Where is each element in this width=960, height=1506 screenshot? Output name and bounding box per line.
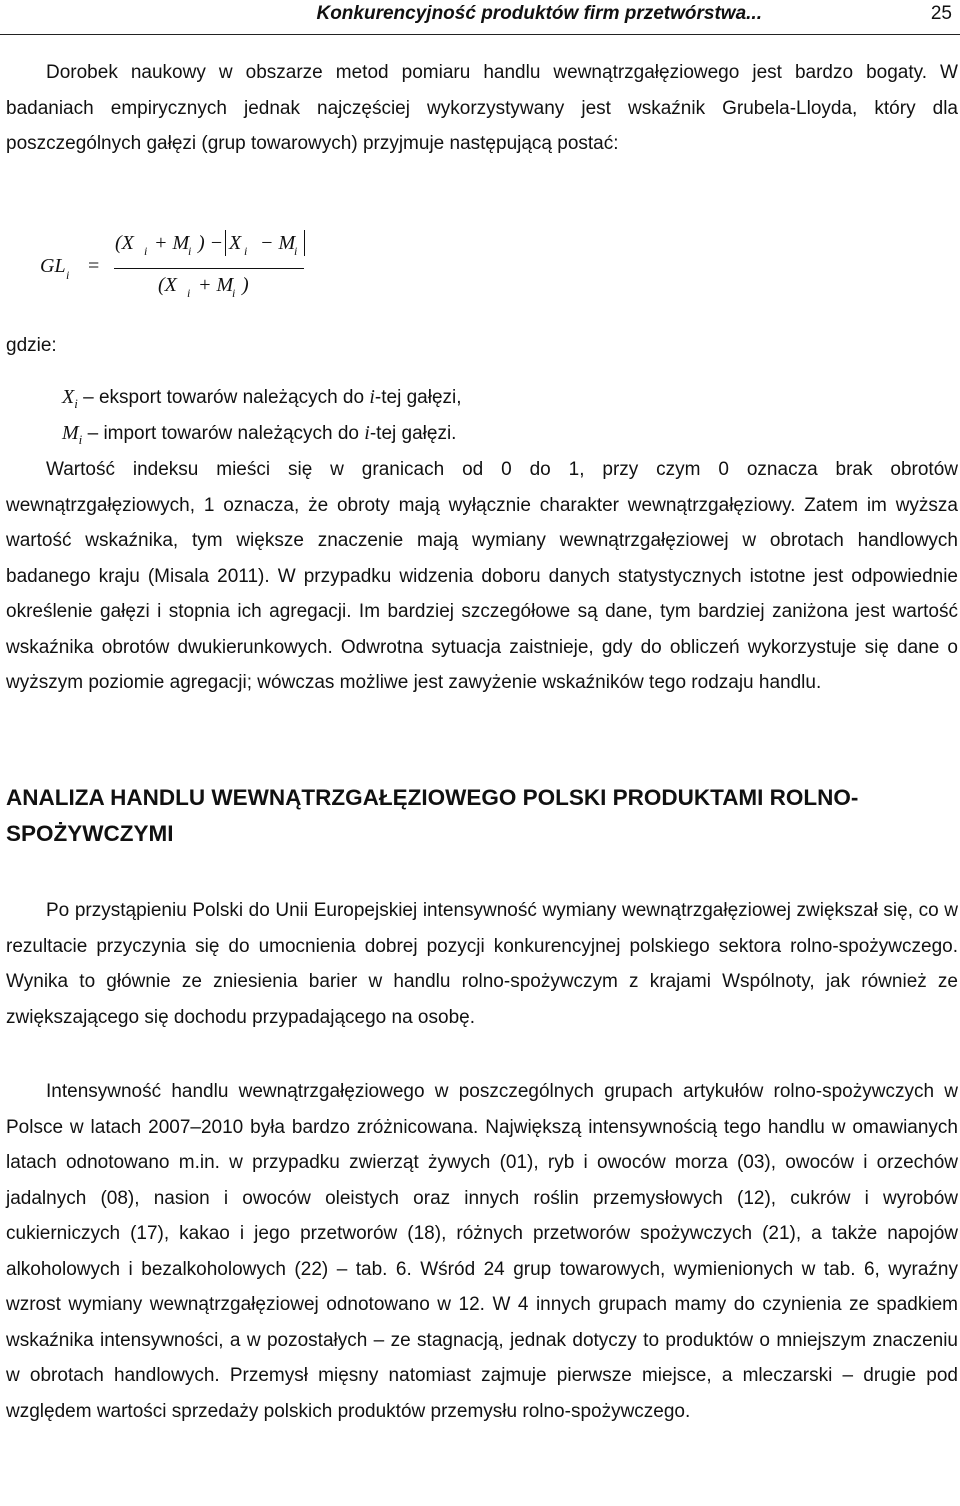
numerator-abs-minus-m: − M [260,232,296,254]
formula-equals: = [88,255,100,277]
grubel-lloyd-formula [40,232,320,302]
definition-dash: – [83,387,94,408]
numerator-sub-3: i [244,244,248,258]
definition-symbol: M [62,422,79,444]
section-heading: ANALIZA HANDLU WEWNĄTRZGAŁĘZIOWEGO POLSKI PRODUKTAMI ROLNO-SPOŻYWCZYMI [6,785,859,846]
definition-symbol: X [62,386,75,408]
formula-lhs: GL [40,255,66,277]
definition-dash: – [87,423,99,444]
paragraph-intensity: Intensywność handlu wewnątrzgałęziowego w poszczególnych grupach artykułów rolno-spożywczych w Polsce w latach 2007–2010 była bardzo zróżnicowana. Największą intensywnością tego handlu w omawianych latach odnotowano m.in. w przypadku zwierząt żywych (01), ryb i owoców morza (03), owoców i orzechów jadalnych (08), nasion i owoców oleistych oraz innych roślin przemysłowych (12), cukrów i wyrobów cukierniczych (17), kakao i jego przetworów (18), różnych przetworów spożywczych (21), a także napojów alkoholowych i bezalkoholowych (22) – tab. 6. Wśród 24 grup towarowych, wymienionych w tab. 6, wyraźny wzrost wymiany wewnątrzgałęziowej odnotowano w 12. W 4 innych grupach mamy do czynienia ze spadkiem wskaźnika intensywności, a w pozostałych – ze stagnacją, jednak dotyczy to produktów o mniejszym znaczeniu w obrotach handlowych. Przemysł mięsny natomiast zajmuje pierwsze miejsce, a mleczarski – drugie pod względem wartości sprzedaży polskich produktów przemysłu rolno-spożywczego. [6,1081,958,1422]
denominator-sub-2: i [232,286,236,300]
abs-bar-left [225,230,226,256]
definition-symbol-sub: i [78,431,83,447]
definition-text: import towarów należących do [103,423,365,444]
denominator-close: ) [242,274,249,296]
fraction-bar [114,268,304,269]
numerator-open-x: (X [115,232,134,254]
denominator-sub-1: i [187,286,191,300]
definition-text-end: -tej gałęzi, [374,387,462,408]
definition-import [62,416,456,457]
running-title: Konkurencyjność produktów firm przetwórstwa... [316,3,762,24]
definition-italic-i: i [364,422,370,444]
paragraph-accession: Po przystąpieniu Polski do Unii Europejskiej intensywność wymiany wewnątrzgałęziowej zwiększał się, co w rezultacie przyczynia się do umocnienia dobrej pozycji konkurencyjnej polskiego sektora rolno-spożywczego. Wynika to głównie ze zniesienia barier w handlu rolno-spożywczym z krajami Wspólnoty, jak również ze zwiększającego się dochodu przypadającego na osobę. [6,900,958,1028]
paragraph-index-description: Wartość indeksu mieści się w granicach od 0 do 1, przy czym 0 oznacza brak obrotów wewnątrzgałęziowych, 1 oznacza, że obroty mają wyłącznie charakter wewnątrzgałęziowy. Zatem im wyższa wartość wskaźnika, tym większe znaczenie mają wymiany wewnątrzgałęziowej w obrotach handlowych badanego kraju (Misala 2011). W przypadku widzenia doboru danych statystycznych istotne jest odpowiednie określenie gałęzi i stopnia ich agregacji. Im bardziej szczegółowe są dane, tym bardziej zaniżona jest wartość wskaźnika obrotów dwukierunkowych. Odwrotna sytuacja zaistnieje, gdy do obliczeń wykorzystuje się dane o wyższym poziomie agregacji; wówczas możliwe jest zawyżenie wskaźników tego rodzaju handlu. [6,459,958,693]
formula-lhs-subscript: i [66,268,70,282]
denominator-plus-m: + M [198,274,234,296]
numerator-abs-x: X [229,232,242,254]
numerator-sub-1: i [144,244,148,258]
definition-export [62,380,462,421]
definition-italic-i: i [369,386,375,408]
definition-text: eksport towarów należących do [98,387,370,408]
page-number: 25 [930,3,952,24]
definition-text-end: -tej gałęzi. [369,423,457,444]
numerator-sub-4: i [294,244,298,258]
numerator-sub-2: i [188,244,192,258]
denominator-open-x: (X [158,274,177,296]
running-header [0,0,960,35]
intro-paragraph: Dorobek naukowy w obszarze metod pomiaru handlu wewnątrzgałęziowego jest bardzo bogaty. W badaniach empirycznych jednak najczęściej wykorzystywany jest wskaźnik Grubela-Lloyda, który dla poszczególnych gałęzi (grup towarowych) przyjmuje następującą postać: [6,62,958,154]
abs-bar-right [304,230,305,256]
numerator-close-minus: ) − [198,232,224,254]
numerator-plus-m: + M [154,232,190,254]
where-label: gdzie: [6,335,57,356]
definition-symbol-sub: i [74,395,78,411]
